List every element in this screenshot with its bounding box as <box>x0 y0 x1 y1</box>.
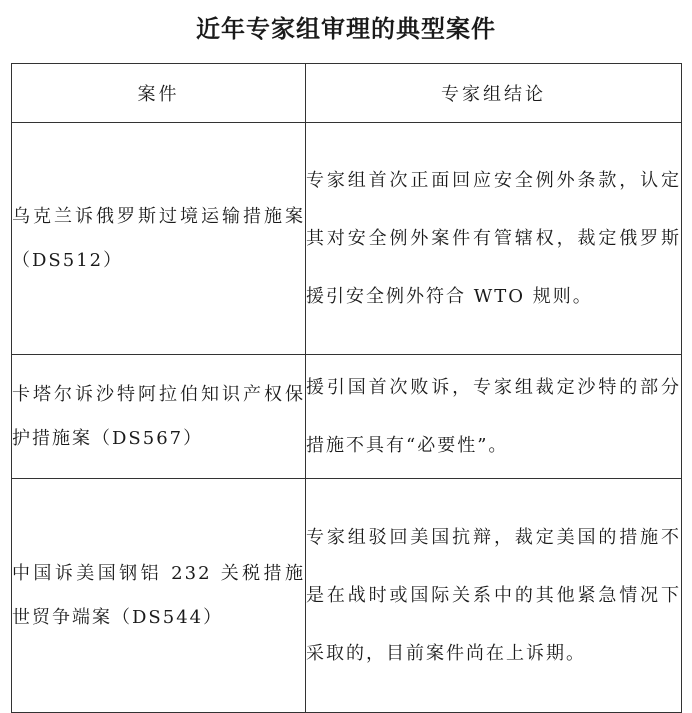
column-header-case: 案件 <box>12 64 306 123</box>
table-row <box>12 479 682 713</box>
conclusion-cell: 专家组驳回美国抗辩，裁定美国的措施不是在战时或国际关系中的其他紧急情况下采取的，目前案件尚在上诉期。 <box>306 479 682 713</box>
page-title: 近年专家组审理的典型案件 <box>196 15 496 43</box>
column-header-conclusion: 专家组结论 <box>306 64 682 123</box>
cases-table <box>11 63 682 713</box>
table-row <box>12 123 682 355</box>
case-cell: 乌克兰诉俄罗斯过境运输措施案（DS512） <box>12 123 306 355</box>
case-cell: 卡塔尔诉沙特阿拉伯知识产权保护措施案（DS567） <box>12 355 306 479</box>
table-row <box>12 355 682 479</box>
conclusion-cell: 专家组首次正面回应安全例外条款，认定其对安全例外案件有管辖权，裁定俄罗斯援引安全例外符合 WTO 规则。 <box>306 123 682 355</box>
case-cell: 中国诉美国钢铝 232 关税措施世贸争端案（DS544） <box>12 479 306 713</box>
table-header-row <box>12 64 682 123</box>
conclusion-cell: 援引国首次败诉，专家组裁定沙特的部分措施不具有“必要性”。 <box>306 355 682 479</box>
